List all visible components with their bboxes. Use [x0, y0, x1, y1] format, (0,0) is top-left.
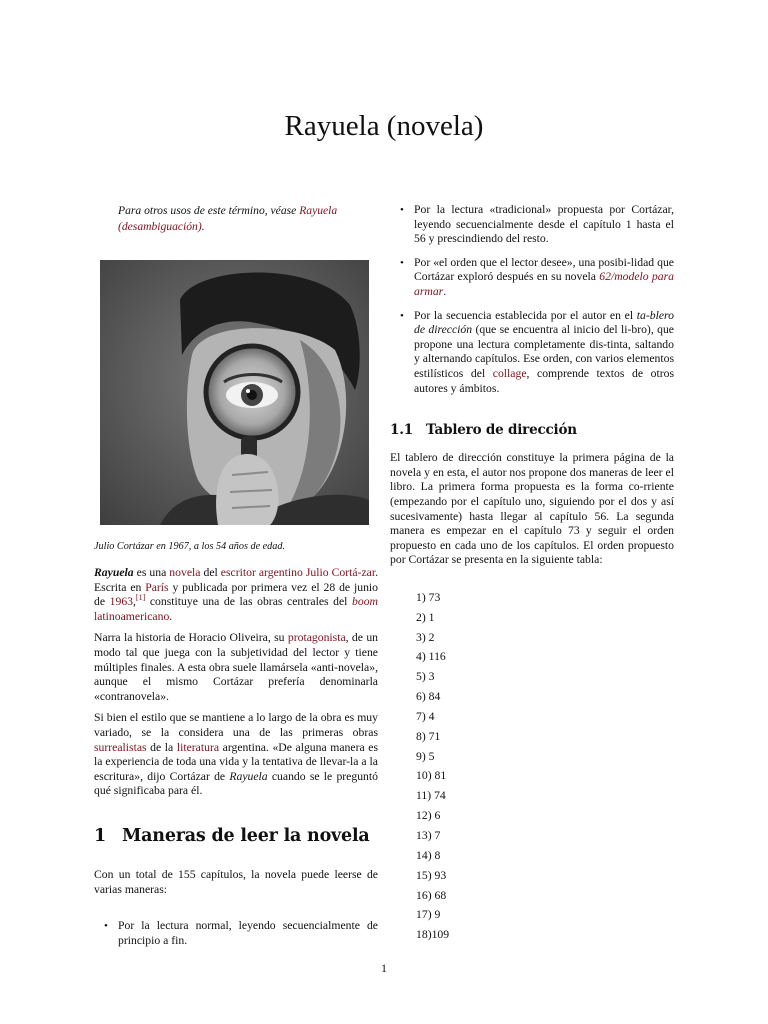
table-row: 10) 81 — [416, 769, 447, 783]
right-column — [390, 203, 674, 945]
intro-paragraph-1: Rayuela es una novela del escritor argentino Julio Cortá-zar. Escrita en París y publicada por primera vez el 28 de junio de 1963,[1] constituye una de las obras centrales del boom latinoamericano. — [94, 566, 379, 623]
intro-paragraph-3: Si bien el estilo que se mantiene a lo largo de la obra es muy variado, se la considera una de las primeras obras surrealistas de la literatura argentina. «De alguna manera es la experiencia de toda una vida y la tentativa de llevar-la a la escritura», dijo Cortázar de Rayuela cuando se le preguntó qué significaba para él. — [94, 711, 378, 798]
table-row: 12) 6 — [416, 809, 441, 823]
table-row: 6) 84 — [416, 690, 441, 704]
link-literatura[interactable]: literatura — [176, 740, 220, 754]
link-paris[interactable]: París — [145, 580, 169, 594]
table-row: 3) 2 — [416, 630, 435, 644]
table-row: 15) 93 — [416, 868, 447, 882]
reference-1[interactable]: [1] — [135, 593, 146, 603]
reading-methods-list-b — [390, 203, 674, 396]
list-item: • Por «el orden que el lector desee», una posibi-lidad que Cortázar exploró después en su novela 62/modelo para armar. — [390, 256, 674, 300]
photo-caption: Julio Cortázar en 1967, a los 54 años de edad. — [94, 541, 286, 552]
table-row: 16) 68 — [416, 888, 447, 902]
table-row: 9) 5 — [416, 749, 435, 763]
cortazar-photo — [100, 260, 369, 525]
table-row: 5) 3 — [416, 670, 435, 684]
section-lead: Con un total de 155 capítulos, la novela puede leerse de varias maneras: — [94, 867, 378, 896]
table-row: 18)109 — [416, 928, 450, 942]
reading-methods-list-a — [94, 919, 378, 948]
link-novela[interactable]: novela — [169, 566, 201, 579]
table-row: 11) 74 — [416, 789, 446, 803]
table-row: 4) 116 — [416, 650, 446, 664]
table-row: 1) 73 — [416, 590, 441, 604]
reading-order-table — [416, 588, 674, 945]
link-protagonista[interactable]: protagonista — [287, 631, 346, 645]
table-row: 7) 4 — [416, 709, 435, 723]
link-collage[interactable]: collage — [492, 366, 527, 380]
link-argentino[interactable]: argentino — [258, 566, 303, 579]
link-latinoamericano[interactable]: latinoamericano — [94, 609, 170, 623]
disambiguation-link[interactable]: Rayuela (desambiguación) — [118, 204, 338, 233]
list-item: • Por la secuencia establecida por el autor en el ta-blero de dirección (que se encuentra al inicio del li-bro), que propone una lectura completamente dis-tinta, saltando y alternando capítulos. Ese orden, con varios elementos estilísticos del collage, comprende textos de otros autores y ámbitos. — [390, 309, 674, 397]
hatnote: Para otros usos de este término, véase Rayuela (desambiguación). — [118, 204, 338, 233]
table-row: 14) 8 — [416, 848, 441, 862]
page-title: Rayuela (novela) — [284, 110, 484, 142]
link-julio-cortazar[interactable]: Julio Cortá-zar — [305, 566, 376, 579]
page-number: 1 — [381, 961, 387, 975]
link-1963[interactable]: 1963 — [109, 595, 133, 609]
section-heading-maneras: 1 Maneras de leer la novela — [94, 825, 370, 846]
subsection-heading-tablero: 1.1 Tablero de dirección — [390, 422, 577, 439]
link-62-modelo[interactable]: 62/modelo para armar — [414, 270, 675, 298]
table-row: 2) 1 — [416, 610, 435, 624]
link-escritor[interactable]: escritor — [220, 566, 256, 579]
left-column — [94, 203, 378, 235]
tablero-paragraph: El tablero de dirección constituye la primera página de la novela y en esta, el autor nos propone dos maneras de leer el libro. La primera forma propuesta es la forma co-rriente (empezando por el capítulo uno, siguiendo por el dos y así sucesivamente) hasta llegar al capítulo 56. La segunda manera es empezar en el capítulo 73 y seguir el orden propuesto en cada uno de los capítulos. El orden propuesto por Cortázar se presenta en la siguiente tabla: — [390, 451, 674, 567]
link-surrealistas[interactable]: surrealistas — [94, 740, 147, 754]
left-body — [94, 566, 378, 957]
table-row: 8) 71 — [416, 729, 441, 743]
table-row: 13) 7 — [416, 829, 441, 842]
table-row: 17) 9 — [416, 908, 441, 922]
link-boom[interactable]: boom — [352, 595, 378, 609]
list-item: • Por la lectura «tradicional» propuesta por Cortázar, leyendo secuencialmente desde el capítulo 1 hasta el 56 y prescindiendo del resto. — [390, 203, 674, 247]
list-item: • Por la lectura normal, leyendo secuencialmente de principio a fin. — [94, 919, 378, 948]
intro-paragraph-2: Narra la historia de Horacio Oliveira, su protagonista, de un modo tal que juega con la subjetividad del lector y tiene múltiples finales. A esta obra suele llamársela «anti-novela», aunque el mismo Cortázar prefería denominarla «contranovela». — [94, 631, 379, 703]
